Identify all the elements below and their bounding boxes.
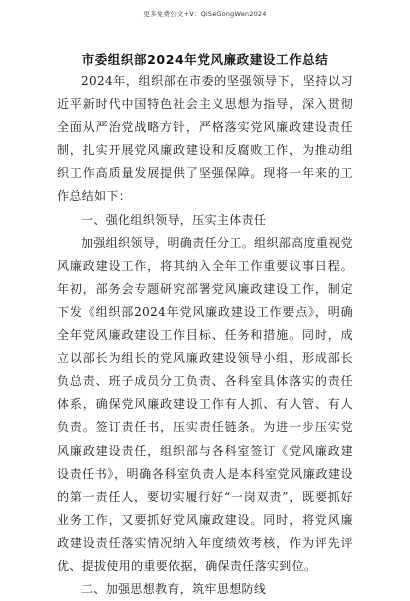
- document-body: [57, 70, 353, 601]
- section-1-paragraph: 加强组织领导，明确责任分工。组织部高度重视党风廉政建设工作，将其纳入全年工作重要议事日程。年初，部务会专题研究部署党风廉政建设工作，制定下发《组织部2024年党风廉政建设工作要点》，明确全年党风廉政建设工作目标、任务和措施。同时，成立以部长为组长的党风廉政建设领导小组，形成部长负总责、班子成员分工负责、各科室具体落实的责任体系，确保党风廉政建设工作有人抓、有人管、有人负责。签订责任书，压实责任链条。为进一步压实党风廉政建设责任，组织部与各科室签订《党风廉政建设责任书》，明确各科室负责人是本科室党风廉政建设的第一责任人，要切实履行好“一岗双责”，既要抓好业务工作，又要抓好党风廉政建设。同时，将党风廉政建设责任落实情况纳入年度绩效考核，作为评先评优、提拔使用的重要依据，确保责任落实到位。: [57, 235, 353, 573]
- header-note: 更多免费公文+V：QiSeGongWen2024: [143, 10, 267, 18]
- intro-paragraph: 2024年，组织部在市委的坚强领导下，坚持以习近平新时代中国特色社会主义思想为指导，深入贯彻全面从严治党战略方针，严格落实党风廉政建设责任制，扎实开展党风廉政建设和反腐败工作，为推动组织工作高质量发展提供了坚强保障。现将一年来的工作总结如下：: [57, 74, 353, 204]
- document-title: 市委组织部2024年党风廉政建设工作总结: [81, 52, 329, 67]
- section-heading-1: 一、强化组织领导，压实主体责任: [81, 212, 267, 227]
- section-heading-2: 二、加强思想教育，筑牢思想防线: [81, 582, 267, 597]
